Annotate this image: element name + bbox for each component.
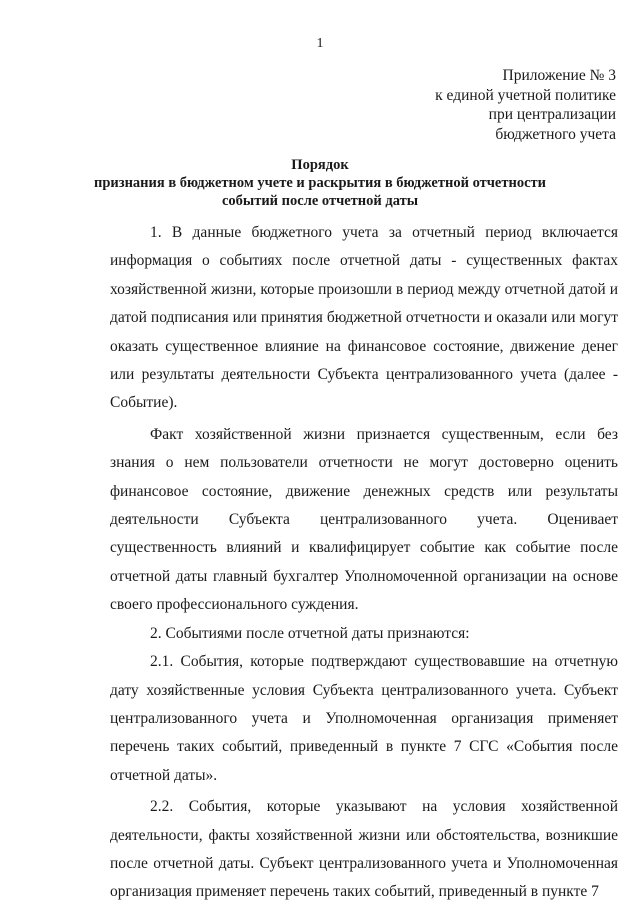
document-body [110, 219, 618, 907]
paragraph-5: 2.2. События, которые указывают на условия хозяйственной деятельности, факты хозяйственной жизни или обстоятельства, возникшие после отчетной даты. Субъект централизованного учета и Уполномоченная организация применяет перечень таких событий, приведенный в пункте 7 [110, 798, 618, 901]
appendix-line: к единой учетной политике [435, 86, 616, 104]
appendix-line: Приложение № 3 [502, 67, 616, 84]
appendix-line: бюджетного учета [495, 125, 616, 143]
title-line: Порядок [291, 157, 349, 173]
title-line: признания в бюджетном учете и раскрытия в бюджетной отчетности [93, 175, 547, 191]
appendix-header [435, 66, 616, 144]
document-title [40, 156, 600, 210]
title-line: событий после отчетной даты [221, 193, 419, 209]
paragraph-4: 2.1. События, которые подтверждают существовавшие на отчетную дату хозяйственные условия Субъекта централизованного учета. Субъект централизованного учета и Уполномоченная организация применяет перечень таких событий, приведенный в пункте 7 СГС «События после отчетной даты». [110, 653, 618, 784]
paragraph-1: 1. В данные бюджетного учета за отчетный период включается информация о событиях после отчетной даты - существенных фактах хозяйственной жизни, которые произошли в период между отчетной датой и датой подписания или принятия бюджетной отчетности и оказали или могут оказать существенное влияние на финансовое состояние, движение денег или результаты деятельности Субъекта централизованного учета (далее - Событие). [110, 224, 618, 412]
paragraph-2: Факт хозяйственной жизни признается существенным, если без знания о нем пользователи отчетности не могут достоверно оценить финансовое состояние, движение денежных средств или результаты деятельности Субъекта централизованного учета. Оценивает существенность влияний и квалифицирует событие как событие после отчетной даты главный бухгалтер Уполномоченной организации на основе своего профессионального суждения. [110, 425, 618, 614]
page-number: 1 [316, 36, 324, 51]
appendix-line: при централизации [488, 106, 616, 123]
paragraph-3: 2. Событиями после отчетной даты признаются: [150, 624, 470, 642]
